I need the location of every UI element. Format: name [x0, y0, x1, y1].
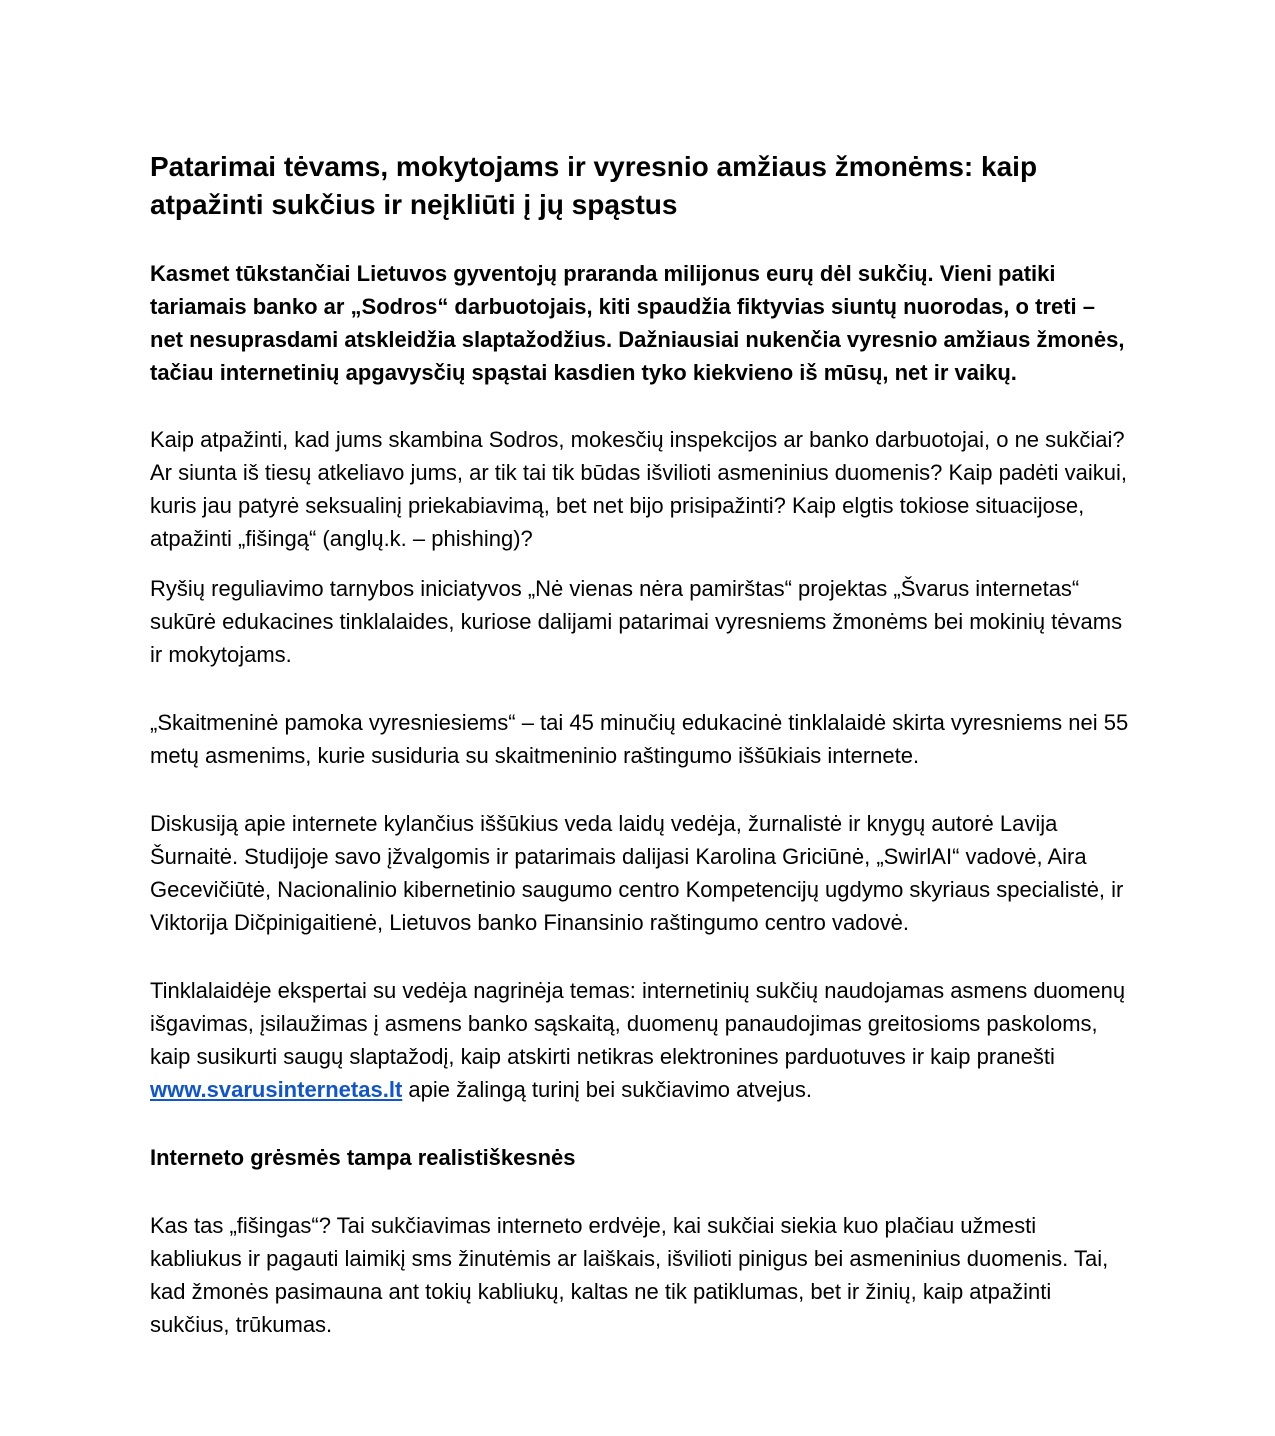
paragraph-phishing: Kas tas „fišingas“? Tai sukčiavimas interneto erdvėje, kai sukčiai siekia kuo plačiau užmesti kabliukus ir pagauti laimikį sms žinutėmis ar laiškais, išvilioti pinigus bei asmeninius duomenis. Tai, kad žmonės pasimauna ant tokių kabliukų, kaltas ne tik patiklumas, bet ir žinių, kaip atpažinti sukčius, trūkumas.	[150, 1213, 1109, 1337]
article-lead: Kasmet tūkstančiai Lietuvos gyventojų praranda milijonus eurų dėl sukčių. Vieni patiki tariamais banko ar „Sodros“ darbuotojais, kiti spaudžia fiktyvias siuntų nuorodas, o treti – net nesuprasdami atskleidžia slaptažodžius. Dažniausiai nukenčia vyresnio amžiaus žmonės, tačiau internetinių apgavysčių spąstai kasdien tyko kiekvieno iš mūsų, net ir vaikų.	[150, 261, 1125, 385]
section-heading: Interneto grėsmės tampa realistiškesnės	[150, 1145, 576, 1170]
paragraph-topics	[150, 974, 1130, 1106]
document-page	[150, 148, 1130, 1341]
svarusinternetas-link[interactable]: www.svarusinternetas.lt	[150, 1077, 403, 1102]
paragraph-questions: Kaip atpažinti, kad jums skambina Sodros, mokesčių inspekcijos ar banko darbuotojai, o ne sukčiai? Ar siunta iš tiesų atkeliavo jums, ar tik tai tik būdas išvilioti asmeninius duomenis? Kaip padėti vaikui, kuris jau patyrė seksualinį priekabiavimą, bet net bijo prisipažinti? Kaip elgtis tokiose situacijose, atpažinti „fišingą“ (anglų.k. – phishing)?	[150, 427, 1128, 551]
article-title: Patarimai tėvams, mokytojams ir vyresnio amžiaus žmonėms: kaip atpažinti sukčius ir neįkliūti į jų spąstus	[150, 151, 1038, 220]
paragraph-podcast: „Skaitmeninė pamoka vyresniesiems“ – tai 45 minučių edukacinė tinklalaidė skirta vyresniems nei 55 metų asmenims, kurie susiduria su skaitmeninio raštingumo iššūkiais internete.	[150, 710, 1129, 768]
paragraph-discussion: Diskusiją apie internete kylančius iššūkius veda laidų vedėja, žurnalistė ir knygų autorė Lavija Šurnaitė. Studijoje savo įžvalgomis ir patarimais dalijasi Karolina Griciūnė, „SwirlAI“ vadovė, Aira Gecevičiūtė, Nacionalinio kibernetinio saugumo centro Kompetencijų ugdymo skyriaus specialistė, ir Viktorija Dičpinigaitienė, Lietuvos banko Finansinio raštingumo centro vadovė.	[150, 811, 1124, 935]
paragraph-topics-text: Tinklalaidėje ekspertai su vedėja nagrinėja temas: internetinių sukčių naudojamas asmens duomenų išgavimas, įsilaužimas į asmens banko sąskaitą, duomenų panaudojimas greitosioms paskoloms, kaip susikurti saugų slaptažodį, kaip atskirti netikras elektronines parduotuves ir kaip pranešti	[150, 978, 1126, 1069]
paragraph-topics-text-end: apie žalingą turinį bei sukčiavimo atvejus.	[402, 1077, 812, 1102]
paragraph-project: Ryšių reguliavimo tarnybos iniciatyvos „Nė vienas nėra pamirštas“ projektas „Švarus internetas“ sukūrė edukacines tinklalaides, kuriose dalijami patarimai vyresniems žmonėms bei mokinių tėvams ir mokytojams.	[150, 576, 1123, 667]
